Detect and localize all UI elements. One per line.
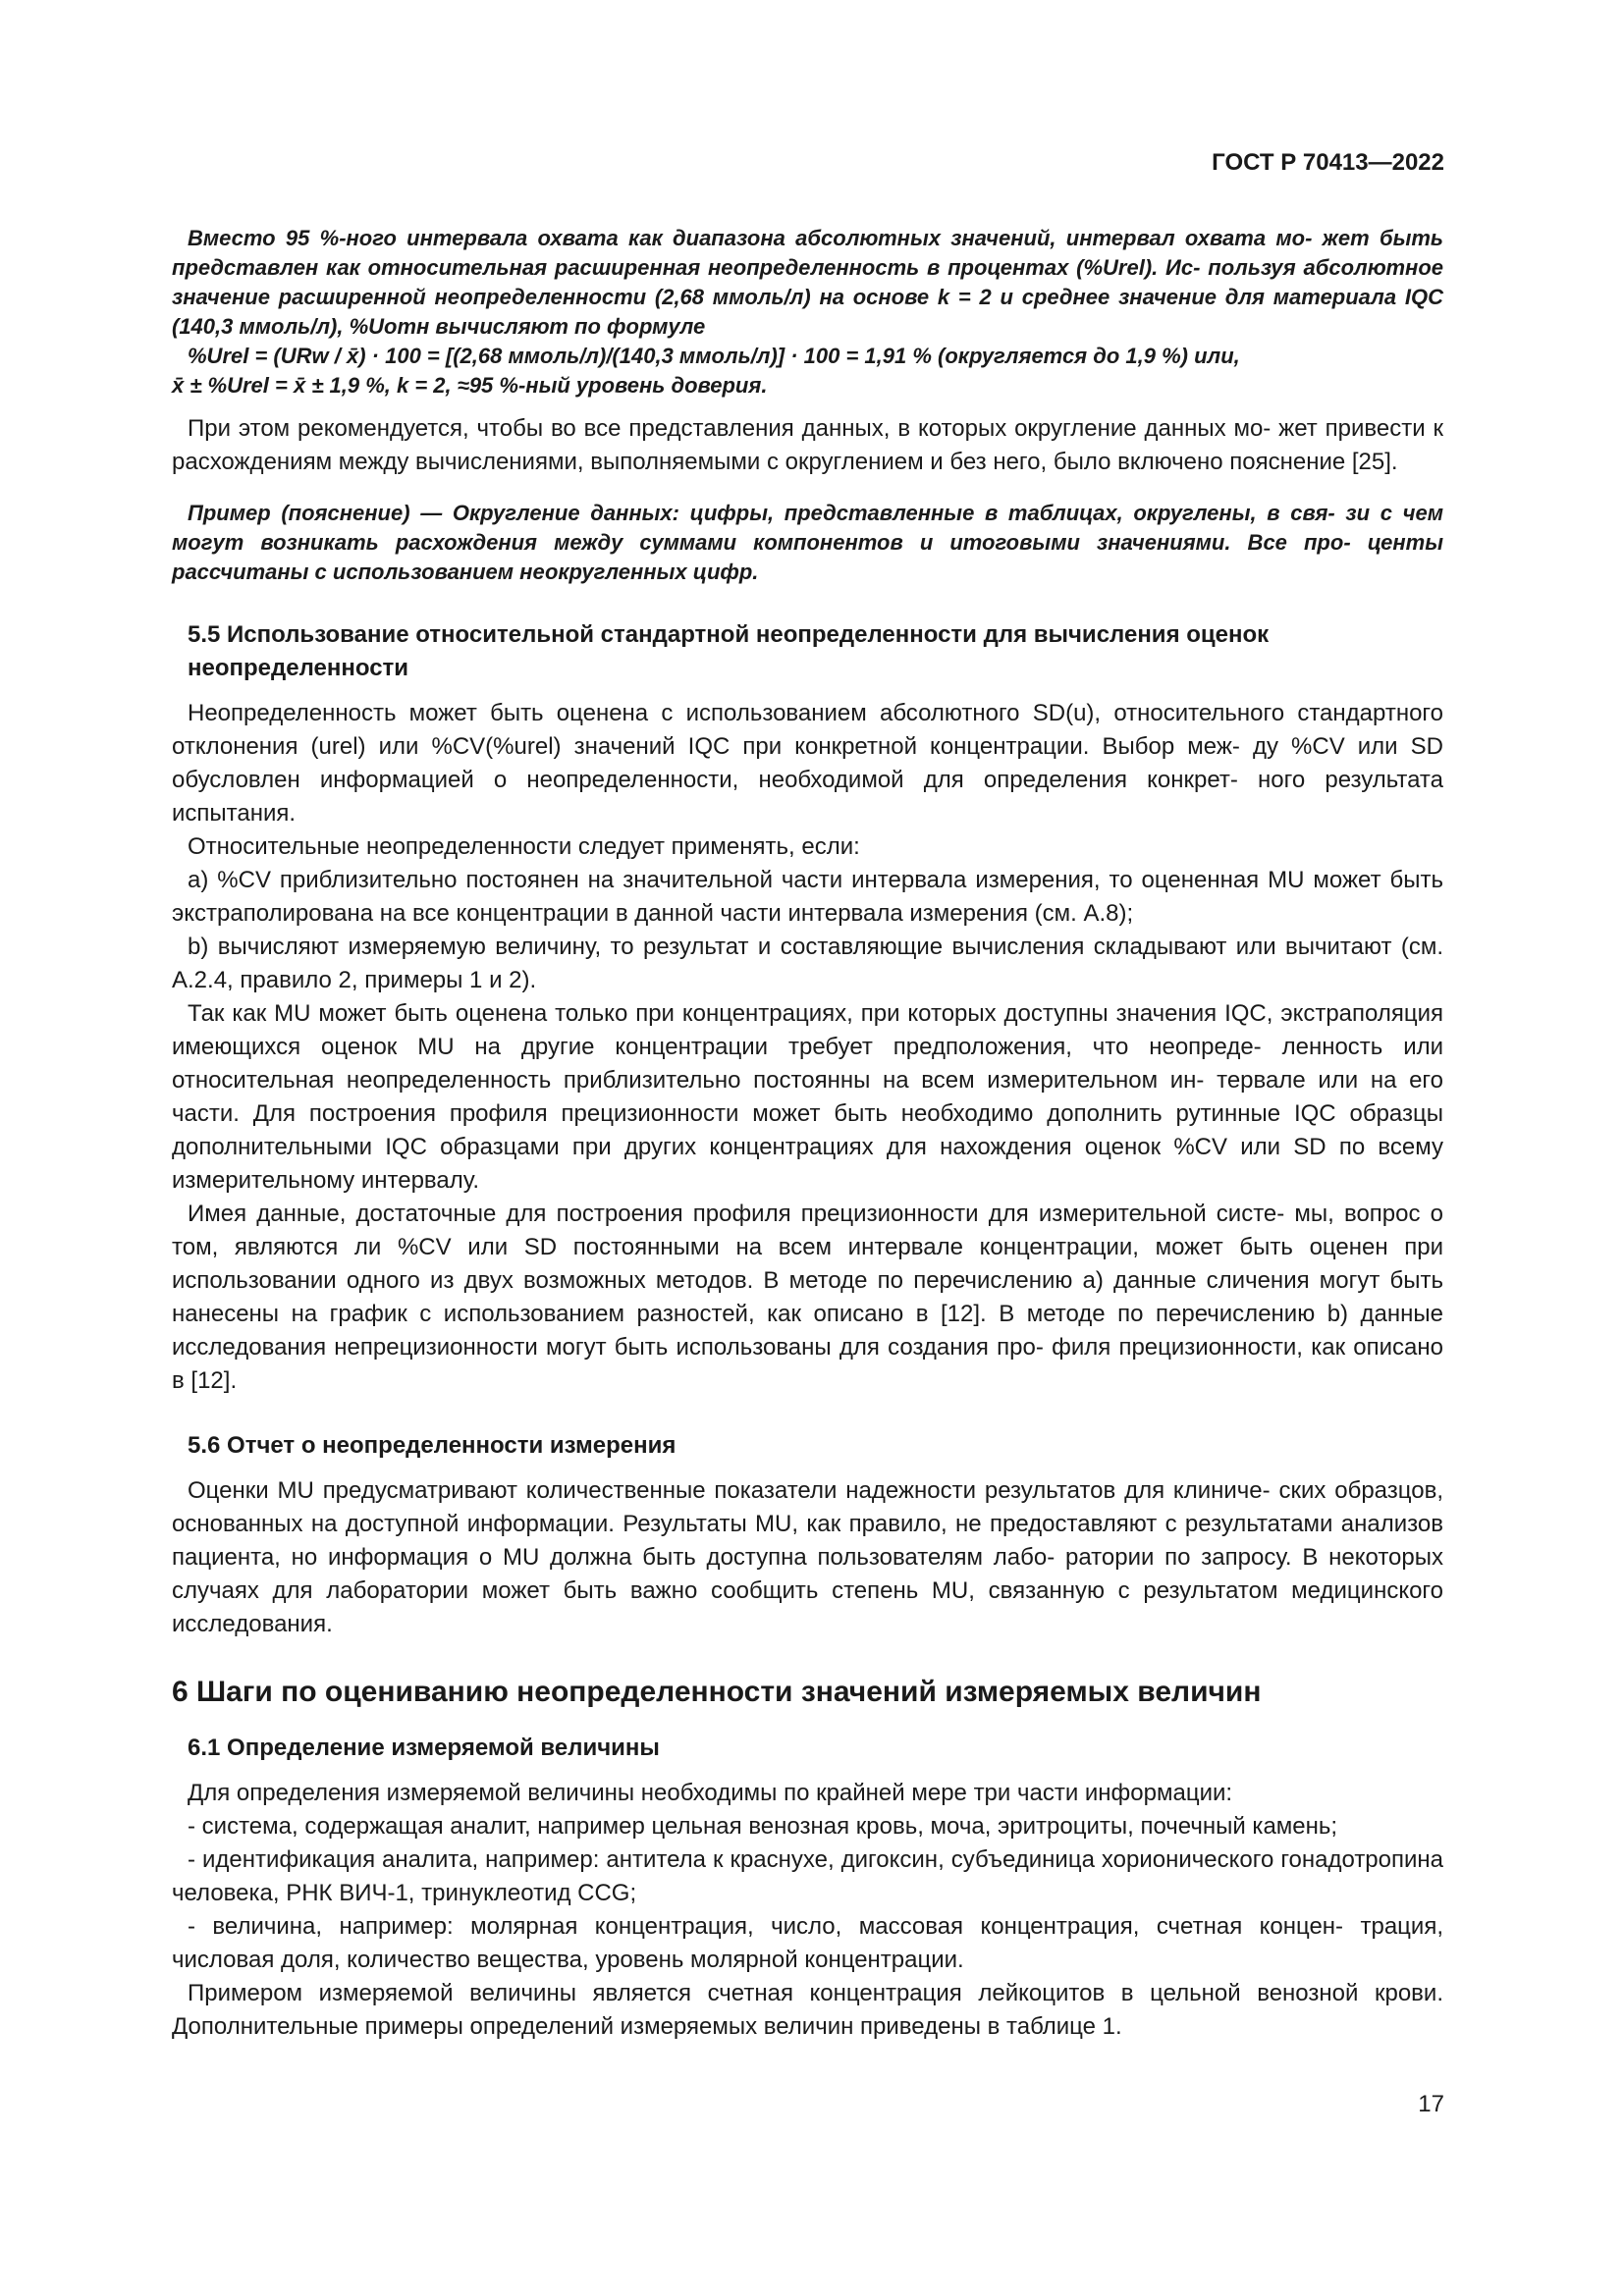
paragraph-measurand-def: Для определения измеряемой величины необходимы по крайней мере три части информации: [188,1780,1233,1806]
example-rounded-uncertainty: Вместо 95 %-ного интервала охвата как диапазона абсолютных значений, интервал охвата мо- жет быть представлен как относительная расширенная неопределенность в процентах (%Urel). Ис- пользуя абсолютное значение расширенной неопределенности (2,68 ммоль/л) на основе k = 2 и среднее значение для материала IQC (140,3 ммоль/л), %Uотн вычисляют по формуле [172,226,1443,339]
formula-line: %Urel = (URw / x̄) · 100 = [(2,68 ммоль/л)/(140,3 ммоль/л)] · 100 = 1,91 % (округляется до 1,9 %) или, [188,344,1240,368]
paragraph-rounding-note: При этом рекомендуется, чтобы во все представления данных, в которых округление данных мо- жет привести к расхождениям между вычислениями, выполняемыми с округлением и без него, было включено пояснение [25]. [172,415,1443,475]
list-item-a: a) %CV приблизительно постоянен на значительной части интервала измерения, то оцененная MU может быть экстраполирована на все концентрации в данной части интервала измерения (см. А.8); [172,867,1444,927]
list-item-analyte: - идентификация аналита, например: антитела к краснухе, дигоксин, субъединица хорионического гонадотропина человека, РНК ВИЧ-1, тринуклеотид CCG; [172,1846,1444,1906]
paragraph-precision-profile: Имея данные, достаточные для построения профиля прецизионности для измерительной систе- мы, вопрос о том, являются ли %CV или SD постоянными на всем интервале концентрации, может быть оценен при использовании одного из двух возможных методов. В методе по перечислению а) данные сличения могут быть нанесены на график с использованием разностей, как описано в [12]. В методе по перечислению b) данные исследования непрецизионности могут быть использованы для создания про- филя прецизионности, как описано в [12]. [172,1201,1444,1394]
paragraph-mu-report: Оценки MU предусматривают количественные показатели надежности результатов для клиниче- ских образцов, основанных на доступной информации. Результаты MU, как правило, не предоставляют с результатами анализов пациента, но информация о MU должна быть доступна пользователям лабо- ратории по запросу. В некоторых случаях для лаборатории может быть важно сообщить степень MU, связанную с результатом медицинского исследования. [172,1477,1444,1637]
section-heading-6: 6 Шаги по оцениванию неопределенности значений измеряемых величин [172,1676,1262,1708]
formula-line-result: x̄ ± %Urel = x̄ ± 1,9 %, k = 2, ≈95 %-ный уровень доверия. [172,373,768,398]
document-id-header: ГОСТ Р 70413—2022 [1212,149,1444,176]
example-rounding: Пример (пояснение) — Округление данных: цифры, представленные в таблицах, округлены, в свя- зи с чем могут возникать расхождения между суммами компонентов и итоговыми значениями. Все про- центы рассчитаны с использованием неокругленных цифр. [172,501,1443,584]
list-item-b: b) вычисляют измеряемую величину, то результат и составляющие вычисления складывают или вычитают (см. А.2.4, правило 2, примеры 1 и 2). [172,934,1443,993]
section-heading-5-5: 5.5 Использование относительной стандартной неопределенности для вычисления оценок неопределенности [188,621,1270,681]
paragraph-example-measurand: Примером измеряемой величины является счетная концентрация лейкоцитов в цельной венозной крови. Дополнительные примеры определений измеряемых величин приведены в таблице 1. [172,1980,1443,2040]
list-item-system: - система, содержащая аналит, например цельная венозная кровь, моча, эритроциты, почечный камень; [188,1813,1338,1840]
list-item-quantity: - величина, например: молярная концентрация, число, массовая концентрация, счетная концен- трация, числовая доля, количество вещества, уровень молярной концентрации. [172,1913,1443,1973]
page-number: 17 [1418,2091,1444,2117]
section-heading-6-1: 6.1 Определение измеряемой величины [188,1735,660,1761]
section-heading-5-6: 5.6 Отчет о неопределенности измерения [188,1432,677,1459]
paragraph-relative-use: Относительные неопределенности следует применять, если: [188,833,860,860]
page-content [172,224,1443,2044]
paragraph-uncertainty-estimate: Неопределенность может быть оценена с использованием абсолютного SD(u), относительного стандартного отклонения (urel) или %CV(%urel) значений IQC при конкретной концентрации. Выбор меж- ду %CV или SD обусловлен информацией о неопределенности, необходимой для определения конкрет- ного результата испытания. [172,700,1444,827]
paragraph-extrapolation: Так как MU может быть оценена только при концентрациях, при которых доступны значения IQC, экстраполяция имеющихся оценок MU на другие концентрации требует предположения, что неопреде- ленность или относительная неопределенность приблизительно постоянны на всем измерительном ин- тервале или на его части. Для построения профиля прецизионности может быть необходимо дополнить рутинные IQC образцы дополнительными IQC образцами при других концентрациях для нахождения оценок %CV или SD по всему измерительному интервалу. [172,1000,1444,1194]
